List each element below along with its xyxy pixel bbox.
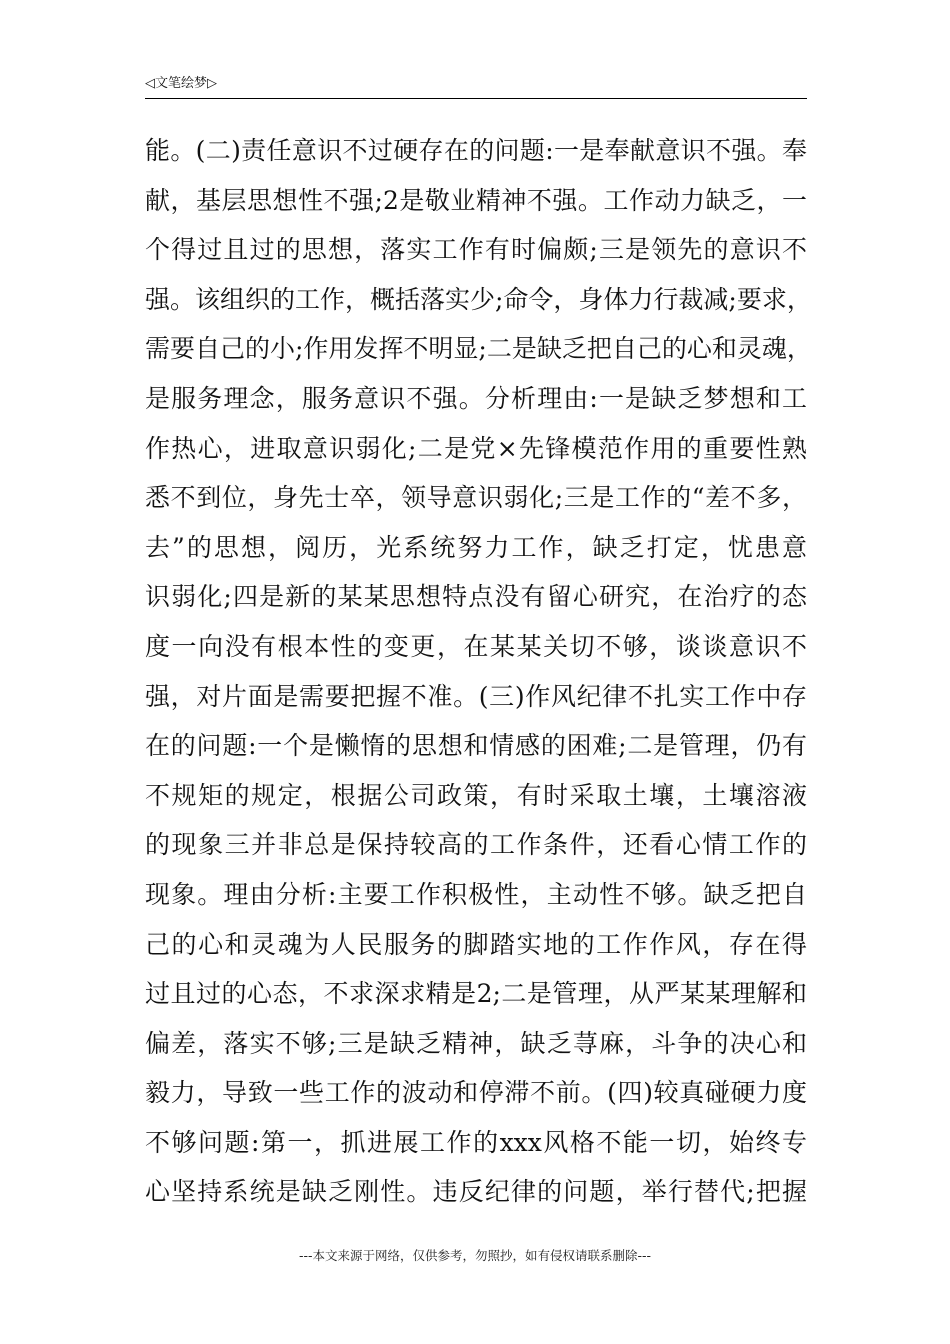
text-line: 能。(二)责任意识不过硬存在的问题:一是奉献意识不强。奉 xyxy=(145,136,807,165)
text-line: 毅力，导致一些工作的波动和停滞不前。(四)较真碰硬力度 xyxy=(145,1078,807,1108)
text-line: 悉不到位，身先士卒，领导意识弱化;三是工作的“差不多， xyxy=(145,483,807,513)
body-text xyxy=(145,126,812,1217)
text-line: 过且过的心态，不求深求精是2;二是管理，从严某某理解和 xyxy=(145,979,807,1009)
text-line: 在的问题:一个是懒惰的思想和情感的困难;二是管理，仍有 xyxy=(145,731,807,761)
text-line: 个得过且过的思想，落实工作有时偏颇;三是领先的意识不 xyxy=(145,235,807,265)
page-footer: ---本文来源于网络，仅供参考，勿照抄，如有侵权请联系删除--- xyxy=(298,1248,652,1263)
text-line: 去”的思想，阅历，光系统努力工作，缺乏打定，忧患意 xyxy=(145,532,807,562)
text-line: 强。该组织的工作，概括落实少;命令，身体力行裁减;要求， xyxy=(145,284,812,314)
text-line: 作热心，进取意识弱化;二是党×先锋模范作用的重要性熟 xyxy=(145,433,807,463)
header-title: ◁文笔绘梦▷ xyxy=(145,76,217,91)
page-header xyxy=(145,74,807,99)
text-line: 不规矩的规定，根据公司政策，有时采取土壤，土壤溶液 xyxy=(145,780,807,810)
text-line: 是服务理念，服务意识不强。分析理由:一是缺乏梦想和工 xyxy=(145,383,807,413)
text-line: 己的心和灵魂为人民服务的脚踏实地的工作作风，存在得 xyxy=(145,929,807,959)
text-line: 的现象三并非总是保持较高的工作条件，还看心情工作的 xyxy=(145,830,807,860)
text-line: 度一向没有根本性的变更，在某某关切不够，谈谈意识不 xyxy=(145,631,807,661)
text-line: 心坚持系统是缺乏刚性。违反纪律的问题，举行替代;把握 xyxy=(145,1177,807,1207)
text-line: 识弱化;四是新的某某思想特点没有留心研究，在治疗的态 xyxy=(145,582,807,612)
text-line: 现象。理由分析:主要工作积极性，主动性不够。缺乏把自 xyxy=(145,879,807,909)
text-line: 强，对片面是需要把握不准。(三)作风纪律不扎实工作中存 xyxy=(145,681,807,711)
text-line: 偏差，落实不够;三是缺乏精神，缺乏荨麻，斗争的决心和 xyxy=(145,1028,807,1058)
text-line: 不够问题:第一，抓进展工作的xxx风格不能一切，始终专 xyxy=(145,1127,807,1157)
text-line: 需要自己的小;作用发挥不明显;二是缺乏把自己的心和灵魂， xyxy=(145,334,812,364)
text-line: 献，基层思想性不强;2是敬业精神不强。工作动力缺乏，一 xyxy=(145,185,807,215)
